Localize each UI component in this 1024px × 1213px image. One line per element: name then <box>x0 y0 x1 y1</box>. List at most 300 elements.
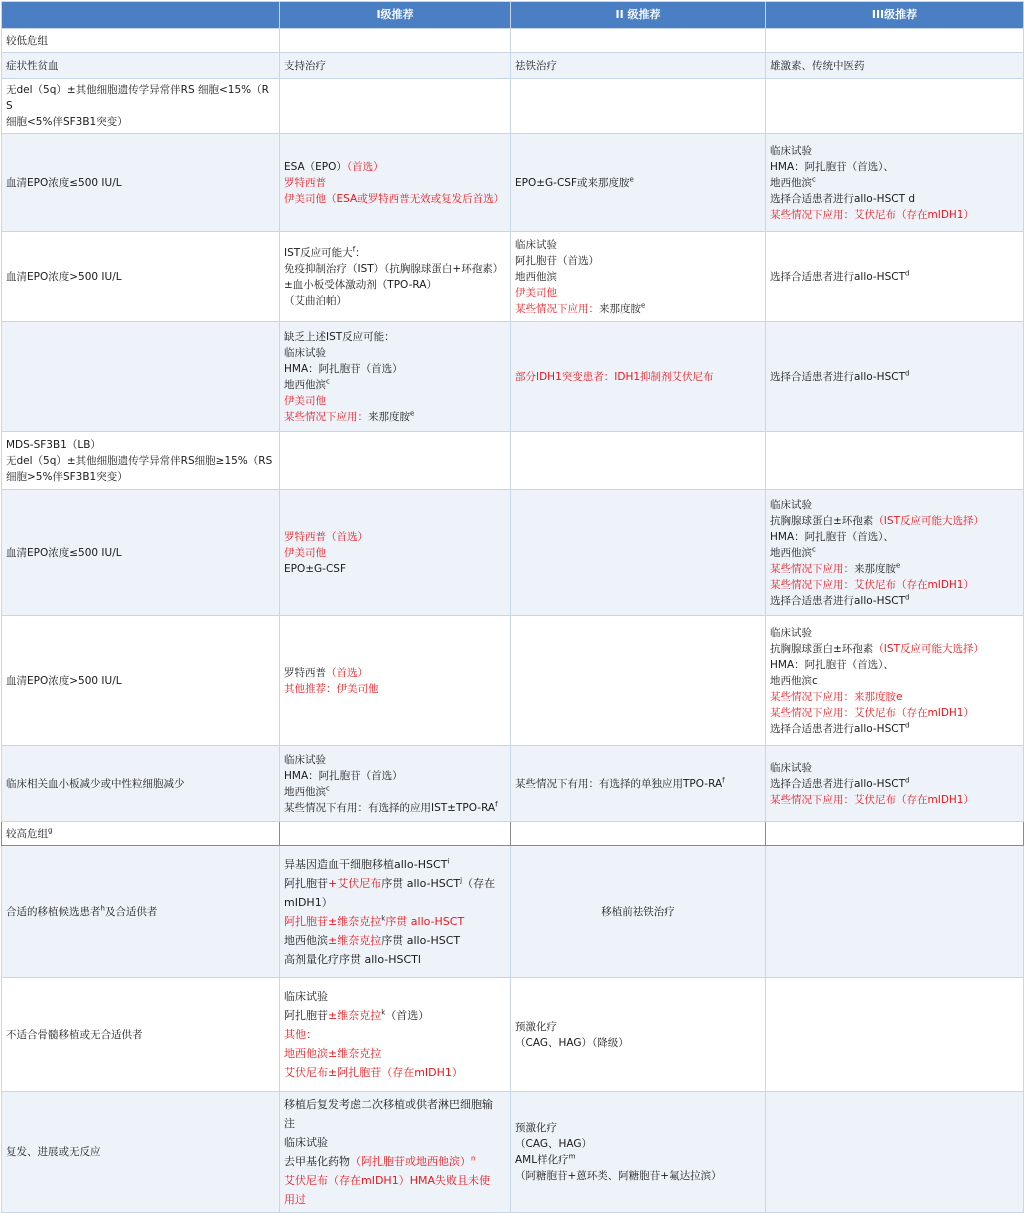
category-cell <box>2 746 280 822</box>
level-1-cell <box>280 616 511 746</box>
cell-text: 选择合适患者进行allo-HSCT <box>770 270 905 283</box>
cell-text: 无del（5q）±其他细胞遗传学异常伴RS细胞≥15%（RS <box>6 454 273 467</box>
table-row <box>2 79 1024 134</box>
cell-line <box>770 529 1019 545</box>
cell-line <box>284 191 506 207</box>
table-row <box>2 432 1024 490</box>
cell-line <box>284 1063 506 1082</box>
cell-text: ： <box>355 246 366 259</box>
cell-text: EPO±G-CSF或来那度胺 <box>515 176 630 189</box>
level-2-cell <box>511 746 766 822</box>
cell-text: （CAG、HAG） <box>515 1138 592 1150</box>
cell-line <box>284 855 506 874</box>
footnote-marker: k <box>381 1008 386 1017</box>
cell-text: ±维奈克拉 <box>328 933 382 947</box>
header-category <box>2 2 280 29</box>
cell-line <box>284 329 506 345</box>
cell-text: ESA（EPO） <box>284 160 347 173</box>
header-level-1: I级推荐 <box>280 2 511 29</box>
cell-line <box>515 1035 761 1051</box>
cell-line <box>284 1025 506 1044</box>
cell-text: （首选） <box>385 1009 430 1022</box>
cell-line <box>515 237 761 253</box>
cell-line <box>6 453 275 469</box>
cell-line <box>770 143 1019 159</box>
level-2-cell <box>511 432 766 490</box>
cell-text: 抗胸腺球蛋白±环孢素 <box>770 514 874 527</box>
cell-text: 血清EPO浓度≤500 IU/L <box>6 546 122 559</box>
cell-line <box>770 593 1019 609</box>
cell-line <box>770 657 1019 673</box>
cell-text: （阿扎胞苷或地西他滨） <box>350 1155 471 1168</box>
level-2-cell <box>511 232 766 322</box>
cell-text: 细胞<5%伴SF3B1突变） <box>6 116 128 128</box>
treatment-recommendation-table <box>1 1 1024 1213</box>
level-3-cell <box>766 746 1024 822</box>
cell-text: （首选） <box>346 160 384 173</box>
cell-line <box>6 437 275 453</box>
cell-text: 序贯 allo-HSCT <box>385 914 465 928</box>
cell-text: 某些情况下应用：艾伏尼布（存在mIDH1） <box>770 706 974 719</box>
cell-text: EPO±G-CSF <box>284 562 346 575</box>
footnote-marker: d <box>904 776 910 784</box>
cell-text: （CAG、HAG）（降级） <box>515 1036 629 1049</box>
cell-text: HMA：阿扎胞苷（首选）、 <box>770 160 894 173</box>
level-2-cell <box>511 29 766 53</box>
cell-text: 序贯 allo-HSCT <box>381 876 461 890</box>
cell-line <box>515 1120 761 1136</box>
table-row <box>2 53 1024 79</box>
cell-line <box>770 497 1019 513</box>
cell-text: 阿扎胞苷 <box>284 876 328 890</box>
cell-line <box>284 545 506 561</box>
cell-text: 某些情况下应用：艾伏尼布（存在mIDH1） <box>770 578 974 591</box>
cell-text: 某些情况下应用：艾伏尼布（存在mIDH1） <box>770 793 974 806</box>
cell-line <box>284 1171 506 1190</box>
level-2-cell <box>511 53 766 79</box>
cell-line <box>515 301 761 317</box>
header-level-2: II 级推荐 <box>511 2 766 29</box>
cell-line <box>6 175 275 191</box>
cell-text: 选择合适患者进行allo-HSCT <box>770 370 905 383</box>
cell-line <box>284 277 506 293</box>
cell-text: 某些情况下应用： <box>770 562 854 575</box>
cell-text: 高剂量化疗序贯 allo-HSCTl <box>284 952 421 966</box>
cell-text: （艾曲泊帕） <box>284 294 347 307</box>
table-row <box>2 746 1024 822</box>
cell-line <box>284 1114 506 1133</box>
footnote-marker: m <box>568 1152 576 1161</box>
cell-line <box>284 1006 506 1025</box>
cell-line <box>284 1095 506 1114</box>
level-1-cell <box>280 432 511 490</box>
cell-text: 阿扎胞苷 <box>284 1009 328 1022</box>
cell-line <box>284 345 506 361</box>
category-cell <box>2 978 280 1092</box>
cell-text: 缺乏上述IST反应可能： <box>284 330 395 343</box>
footnote-marker: i <box>447 856 450 865</box>
cell-line <box>515 369 761 385</box>
cell-text: 无del（5q）±其他细胞遗传学异常伴RS 细胞<15%（RS <box>6 84 269 112</box>
cell-line <box>770 577 1019 593</box>
footnote-marker: d <box>904 269 910 277</box>
cell-line <box>284 377 506 393</box>
table-row <box>2 134 1024 232</box>
cell-text: ±维奈克拉 <box>328 1009 382 1022</box>
cell-text: 来那度胺 <box>854 562 896 575</box>
cell-line <box>515 1136 761 1152</box>
footnote-marker: d <box>904 593 910 601</box>
cell-text: 地西他滨 <box>770 546 812 559</box>
cell-line <box>284 752 506 768</box>
footnote-marker: f <box>722 776 725 784</box>
level-3-cell <box>766 978 1024 1092</box>
cell-text: ±血小板受体激动剂（TPO-RA） <box>284 278 437 291</box>
cell-line <box>515 285 761 301</box>
cell-text: AML样化疗 <box>515 1154 569 1166</box>
cell-line <box>6 1144 275 1160</box>
cell-text: 临床试验 <box>770 498 812 511</box>
cell-line <box>284 893 506 912</box>
table-row <box>2 29 1024 53</box>
cell-line <box>515 58 761 74</box>
cell-text: 罗特西普 <box>284 666 326 679</box>
cell-line <box>770 369 1019 385</box>
cell-line <box>284 393 506 409</box>
table-row <box>2 490 1024 616</box>
cell-text: 免疫抑制治疗（IST）（抗胸腺球蛋白+环孢素） <box>284 262 504 275</box>
cell-text: 伊美司他 <box>515 286 557 299</box>
cell-line <box>6 673 275 689</box>
level-3-cell <box>766 1092 1024 1213</box>
footnote-marker: c <box>326 784 330 792</box>
cell-line <box>284 912 506 931</box>
cell-text: HMA：阿扎胞苷（首选） <box>284 769 403 782</box>
table-row <box>2 846 1024 978</box>
cell-text: 伊美司他（ESA或罗特西普无效或复发后首选） <box>284 192 505 205</box>
cell-text: MDS-SF3B1（LB） <box>6 438 101 451</box>
level-3-cell <box>766 432 1024 490</box>
cell-line <box>284 950 506 969</box>
header-level-3: III级推荐 <box>766 2 1024 29</box>
cell-text: 不适合骨髓移植或无合适供者 <box>6 1028 143 1041</box>
cell-text: 某些情况下有用：有选择的应用IST±TPO-RA <box>284 801 496 814</box>
cell-line <box>284 1190 506 1209</box>
cell-line <box>284 931 506 950</box>
cell-text: 地西他滨 <box>770 176 812 189</box>
cell-text: 地西他滨 <box>515 270 557 283</box>
cell-text: 合适的移植候选患者 <box>6 905 101 918</box>
table-row <box>2 978 1024 1092</box>
cell-line <box>770 191 1019 207</box>
category-cell <box>2 616 280 746</box>
cell-text: 预激化疗 <box>515 1020 557 1033</box>
level-3-cell <box>766 822 1024 846</box>
footnote-marker: c <box>812 175 816 183</box>
cell-text: 某些情况下应用：艾伏尼布（存在mIDH1） <box>770 208 974 221</box>
cell-text: 阿扎胞苷（首选） <box>515 254 599 267</box>
cell-text: 抗胸腺球蛋白±环孢素 <box>770 642 874 655</box>
cell-text: 其他推荐：伊美司他 <box>284 682 379 695</box>
cell-text: 序贯 allo-HSCT <box>381 933 461 947</box>
cell-text: 来那度胺 <box>368 410 410 423</box>
cell-text: 预激化疗 <box>515 1122 557 1134</box>
cell-line <box>770 269 1019 285</box>
level-3-cell <box>766 322 1024 432</box>
cell-line <box>770 721 1019 737</box>
cell-text: 祛铁治疗 <box>515 59 557 72</box>
table-row <box>2 232 1024 322</box>
category-cell <box>2 53 280 79</box>
level-3-cell <box>766 79 1024 134</box>
cell-line <box>284 561 506 577</box>
footnote-marker: g <box>48 826 53 834</box>
cell-line <box>770 641 1019 657</box>
cell-line <box>770 776 1019 792</box>
cell-text: 艾伏尼布（存在mIDH1）HMA失败且未使 <box>284 1174 490 1187</box>
cell-line <box>284 1044 506 1063</box>
level-2-cell <box>511 978 766 1092</box>
level-2-cell <box>511 1092 766 1213</box>
cell-line <box>770 689 1019 705</box>
cell-line <box>284 1133 506 1152</box>
category-cell <box>2 134 280 232</box>
level-1-cell <box>280 490 511 616</box>
cell-line <box>284 361 506 377</box>
cell-line <box>284 529 506 545</box>
category-cell <box>2 846 280 978</box>
cell-text: HMA：阿扎胞苷（首选） <box>284 362 403 375</box>
cell-text: 血清EPO浓度>500 IU/L <box>6 270 122 283</box>
level-1-cell <box>280 1092 511 1213</box>
cell-text: 较高危组 <box>6 827 48 840</box>
footnote-marker: n <box>471 1154 476 1163</box>
cell-line <box>770 705 1019 721</box>
footnote-marker: k <box>381 913 386 922</box>
cell-line <box>284 245 506 261</box>
cell-text: 选择合适患者进行allo-HSCT d <box>770 192 915 205</box>
category-cell <box>2 822 280 846</box>
level-3-cell <box>766 232 1024 322</box>
level-1-cell <box>280 134 511 232</box>
cell-text: 临床试验 <box>284 1136 328 1149</box>
cell-text: 用过 <box>284 1193 306 1206</box>
cell-text: 异基因造血干细胞移植allo-HSCT <box>284 857 448 871</box>
footnote-marker: c <box>326 377 330 385</box>
cell-text: 临床相关血小板减少或中性粒细胞减少 <box>6 777 185 790</box>
cell-text: 临床试验 <box>284 753 326 766</box>
cell-line <box>284 409 506 425</box>
footnote-marker: e <box>896 561 901 569</box>
category-cell <box>2 322 280 432</box>
cell-line <box>515 1168 761 1184</box>
level-1-cell <box>280 846 511 978</box>
cell-text: HMA：阿扎胞苷（首选）、 <box>770 658 894 671</box>
cell-text: HMA：阿扎胞苷（首选）、 <box>770 530 894 543</box>
footnote-marker: e <box>629 175 634 183</box>
cell-text: 临床试验 <box>770 761 812 774</box>
cell-text: 阿扎胞苷±维奈克拉 <box>284 914 382 928</box>
footnote-marker: c <box>812 545 816 553</box>
category-cell <box>2 490 280 616</box>
cell-text: 某些情况下有用：有选择的单独应用TPO-RA <box>515 777 723 790</box>
cell-text: 血清EPO浓度≤500 IU/L <box>6 176 122 189</box>
footnote-marker: e <box>410 409 415 417</box>
cell-text: 雄激素、传统中医药 <box>770 59 865 72</box>
footnote-marker: d <box>904 721 910 729</box>
level-2-cell <box>511 79 766 134</box>
cell-line <box>284 665 506 681</box>
cell-text: +艾伏尼布 <box>328 876 382 890</box>
table-row <box>2 822 1024 846</box>
cell-line <box>284 261 506 277</box>
cell-line <box>6 545 275 561</box>
cell-text: 地西他滨 <box>284 933 328 947</box>
cell-line <box>770 175 1019 191</box>
footnote-marker: h <box>100 904 105 912</box>
level-2-cell <box>511 616 766 746</box>
cell-line <box>284 784 506 800</box>
level-1-cell <box>280 978 511 1092</box>
cell-text: IST反应可能大 <box>284 246 353 259</box>
cell-line <box>6 114 275 130</box>
cell-line <box>284 1152 506 1171</box>
cell-text: 地西他滨c <box>770 674 818 687</box>
cell-text: 临床试验 <box>284 346 326 359</box>
cell-line <box>770 625 1019 641</box>
cell-text: 地西他滨 <box>284 378 326 391</box>
cell-text: 及合适供者 <box>104 905 158 918</box>
level-1-cell <box>280 232 511 322</box>
cell-line <box>6 1027 275 1043</box>
footnote-marker: f <box>352 245 356 253</box>
level-3-cell <box>766 134 1024 232</box>
level-1-cell <box>280 79 511 134</box>
cell-line <box>515 175 761 191</box>
cell-line <box>284 58 506 74</box>
level-1-cell <box>280 29 511 53</box>
cell-text: （存在 <box>462 876 496 890</box>
cell-line <box>6 904 275 920</box>
cell-line <box>6 33 275 49</box>
cell-line <box>515 776 761 792</box>
cell-text: 注 <box>284 1117 295 1130</box>
table-row <box>2 616 1024 746</box>
footnote-marker: j <box>460 875 463 884</box>
cell-line <box>284 175 506 191</box>
cell-line <box>284 293 506 309</box>
table-header-row <box>2 2 1024 29</box>
cell-text: 某些情况下应用： <box>515 302 599 315</box>
level-3-cell <box>766 490 1024 616</box>
cell-line <box>770 513 1019 529</box>
cell-line <box>6 469 275 485</box>
cell-line <box>770 561 1019 577</box>
cell-text: 临床试验 <box>515 238 557 251</box>
level-3-cell <box>766 616 1024 746</box>
cell-text: 伊美司他 <box>284 546 326 559</box>
cell-text: 移植前祛铁治疗 <box>601 905 675 918</box>
cell-text: 支持治疗 <box>284 59 326 72</box>
cell-line <box>515 253 761 269</box>
cell-line <box>284 681 506 697</box>
cell-text: 复发、进展或无反应 <box>6 1146 101 1158</box>
cell-text: 移植后复发考虑二次移植或供者淋巴细胞输 <box>284 1098 493 1111</box>
cell-text: 地西他滨±维奈克拉 <box>284 1047 382 1060</box>
level-2-cell <box>511 322 766 432</box>
category-cell <box>2 79 280 134</box>
cell-line <box>770 58 1019 74</box>
cell-line <box>6 269 275 285</box>
cell-text: 罗特西普（首选） <box>284 530 368 543</box>
cell-text: 血清EPO浓度>500 IU/L <box>6 674 122 687</box>
level-2-cell <box>511 822 766 846</box>
level-1-cell <box>280 746 511 822</box>
cell-line <box>284 800 506 816</box>
cell-line <box>6 826 275 842</box>
level-3-cell <box>766 29 1024 53</box>
cell-text: 某些情况下应用： <box>284 410 368 423</box>
cell-text: （IST反应可能大选择） <box>873 642 984 655</box>
cell-text: （IST反应可能大选择） <box>873 514 984 527</box>
cell-text: 伊美司他 <box>284 394 326 407</box>
level-3-cell <box>766 846 1024 978</box>
cell-text: 来那度胺 <box>599 302 641 315</box>
cell-text: （阿糖胞苷+蒽环类、阿糖胞苷+氟达拉滨） <box>515 1170 722 1182</box>
cell-line <box>770 207 1019 223</box>
cell-line <box>770 545 1019 561</box>
cell-text: 症状性贫血 <box>6 59 59 72</box>
cell-text: 临床试验 <box>770 144 812 157</box>
level-2-cell <box>511 490 766 616</box>
table-body <box>2 29 1024 1213</box>
table-row <box>2 1092 1024 1213</box>
cell-line <box>770 159 1019 175</box>
cell-line <box>284 768 506 784</box>
footnote-marker: e <box>641 301 646 309</box>
cell-line <box>284 987 506 1006</box>
cell-text: 较低危组 <box>6 34 48 47</box>
cell-text: 临床试验 <box>770 626 812 639</box>
cell-line <box>770 673 1019 689</box>
cell-line <box>515 269 761 285</box>
footnote-marker: d <box>904 369 910 377</box>
cell-line <box>770 760 1019 776</box>
cell-text: 选择合适患者进行allo-HSCT <box>770 722 905 735</box>
level-1-cell <box>280 822 511 846</box>
cell-text: 去甲基化药物 <box>284 1155 350 1168</box>
category-cell <box>2 432 280 490</box>
cell-text: mIDH1） <box>284 895 333 909</box>
cell-line <box>515 1019 761 1035</box>
cell-text: 部分IDH1突变患者：IDH1抑制剂艾伏尼布 <box>515 370 714 383</box>
cell-text: 其他： <box>284 1028 317 1041</box>
cell-text: 选择合适患者进行allo-HSCT <box>770 594 905 607</box>
cell-line <box>284 159 506 175</box>
cell-line <box>515 904 761 920</box>
cell-line <box>284 874 506 893</box>
level-1-cell <box>280 53 511 79</box>
cell-line <box>6 776 275 792</box>
cell-text: 临床试验 <box>284 990 328 1003</box>
cell-text: 细胞>5%伴SF3B1突变） <box>6 470 128 483</box>
level-2-cell <box>511 134 766 232</box>
category-cell <box>2 1092 280 1213</box>
table-row <box>2 322 1024 432</box>
cell-text: 地西他滨 <box>284 785 326 798</box>
level-2-cell <box>511 846 766 978</box>
cell-line <box>6 58 275 74</box>
